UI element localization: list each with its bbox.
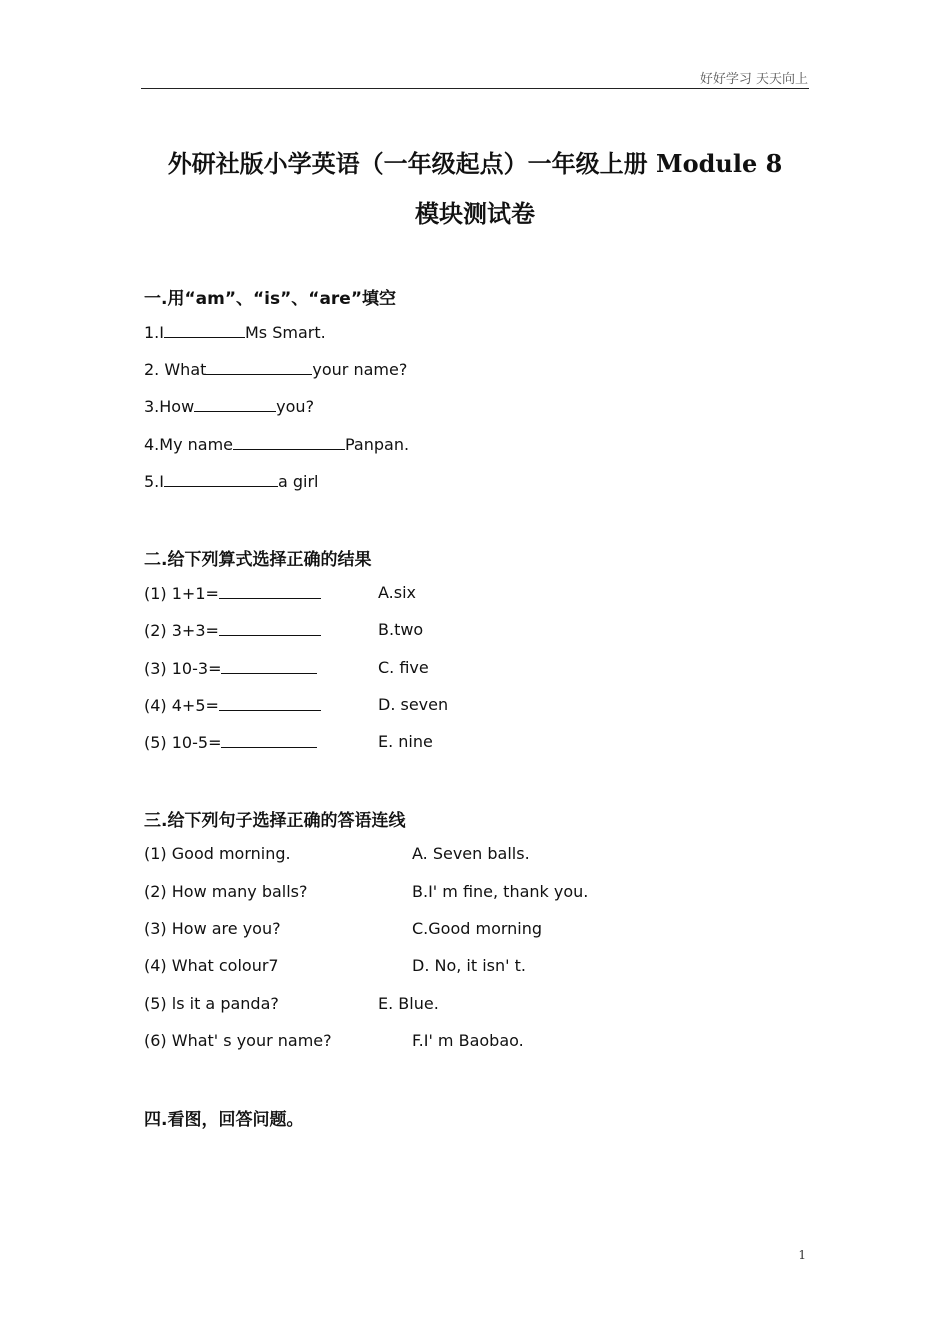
item-text-before: 5.I [144,472,164,491]
section2-question-5 [144,732,317,752]
item-text-before: 4.My name [144,435,233,454]
answer-blank[interactable] [219,695,321,711]
math-expression: (1) 1+1= [144,584,219,603]
document-title-line1: 外研社版小学英语（一年级起点）一年级上册 Module 8 [167,149,783,178]
document-title-line2: 模块测试卷 [415,199,535,228]
section1-item-4 [144,434,409,454]
section3-question-4: (4) What colour7 [144,956,279,975]
answer-blank[interactable] [194,396,276,412]
answer-blank[interactable] [233,434,345,450]
section3-question-5: (5) ls it a panda? [144,994,279,1013]
answer-blank[interactable] [219,583,321,599]
answer-blank[interactable] [206,359,312,375]
item-text-after: Panpan. [345,435,410,454]
answer-blank[interactable] [221,658,317,674]
section1-item-1 [144,322,326,342]
section2-option-2: B.two [378,620,424,639]
section1-heading: 一.用“am”、“is”、“are”填空 [144,289,397,309]
item-text-before: 1.I [144,323,164,342]
section3-answer-2: B.I' m fine, thank you. [412,882,589,901]
header-motto: 好好学习 天天向上 [699,72,808,87]
answer-blank[interactable] [164,322,245,338]
section3-answer-5: E. Blue. [378,994,439,1013]
item-text-after: a girl [277,472,319,491]
section3-question-6: (6) What' s your name? [144,1031,332,1050]
section3-answer-4: D. No, it isn' t. [412,956,526,975]
header-divider [141,88,809,89]
math-expression: (2) 3+3= [144,621,219,640]
section1-item-2 [144,359,407,379]
section3-question-1: (1) Good morning. [144,844,291,863]
answer-blank[interactable] [164,471,278,487]
item-text-after: you? [276,397,315,416]
section2-question-2 [144,620,321,640]
section3-answer-6: F.I' m Baobao. [412,1031,524,1050]
answer-blank[interactable] [219,620,321,636]
item-text-before: 3.How [144,397,195,416]
item-text-after: your name? [312,360,408,379]
math-expression: (4) 4+5= [144,696,219,715]
page-number: 1 [798,1248,806,1262]
section4-heading: 四.看图，回答问题。 [144,1110,304,1130]
section3-question-2: (2) How many balls? [144,882,308,901]
section2-option-1: A.six [378,583,416,602]
section2-option-3: C. five [378,658,429,677]
section2-heading: 二.给下列算式选择正确的结果 [144,550,372,570]
section2-question-3 [144,658,317,678]
item-text-before: 2. What [144,360,207,379]
answer-blank[interactable] [221,732,317,748]
section1-item-5 [144,471,319,491]
section2-question-1 [144,583,321,603]
section3-answer-3: C.Good morning [412,919,543,938]
math-expression: (3) 10-3= [144,659,222,678]
section1-item-3 [144,396,314,416]
section3-question-3: (3) How are you? [144,919,281,938]
section2-question-4 [144,695,321,715]
section2-option-5: E. nine [378,732,433,751]
section2-option-4: D. seven [378,695,449,714]
section3-answer-1: A. Seven balls. [412,844,530,863]
section3-heading: 三.给下列句子选择正确的答语连线 [144,811,406,831]
math-expression: (5) 10-5= [144,733,222,752]
item-text-after: Ms Smart. [244,323,326,342]
